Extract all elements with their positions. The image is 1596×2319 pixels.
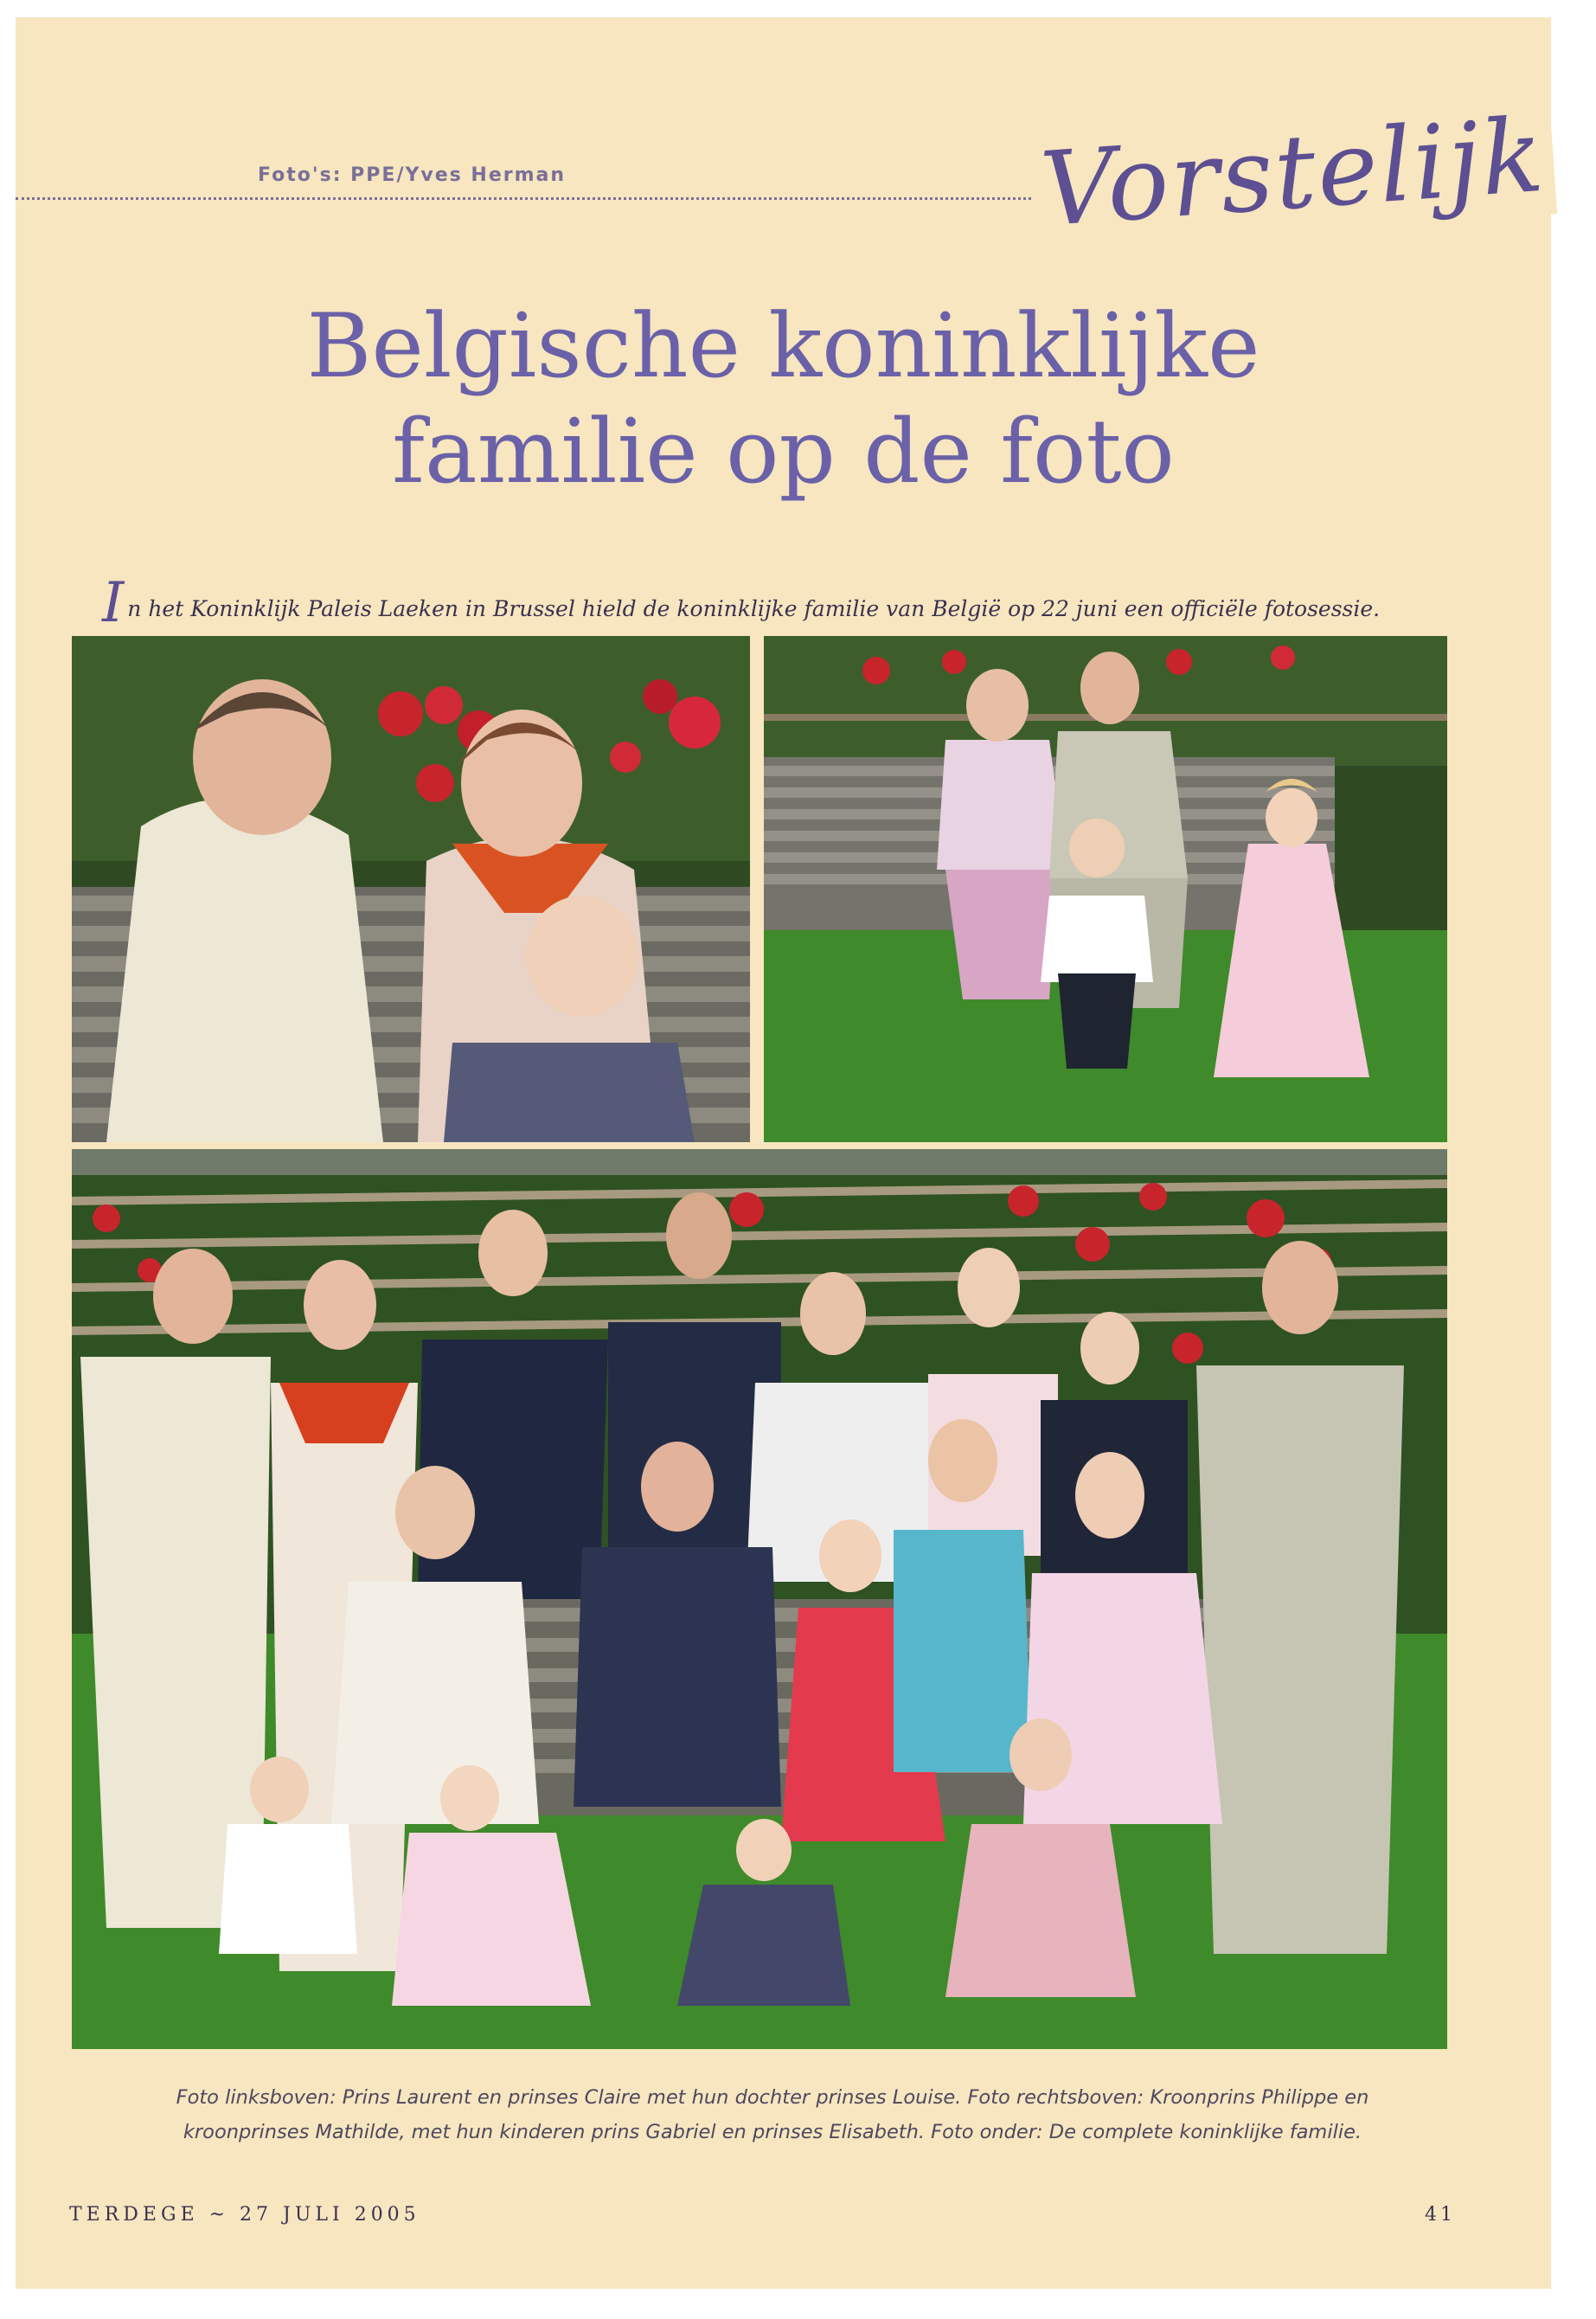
photo-laurent-claire-louise xyxy=(72,636,750,1142)
article-title-line-1: Belgische koninklijke xyxy=(306,295,1260,398)
magazine-page xyxy=(16,17,1551,2289)
intro-dropcap: I xyxy=(102,571,125,635)
footer-page-number: 41 xyxy=(1425,2204,1456,2226)
intro-text: n het Koninklijk Paleis Laeken in Brussel hield de koninklijke familie van België op 22 juni een officiële fotosessie. xyxy=(127,596,1381,621)
caption-line-2: kroonprinses Mathilde, met hun kinderen prins Gabriel en prinses Elisabeth. Foto onder: De complete koninklijke familie. xyxy=(183,2121,1362,2143)
photo-caption xyxy=(93,2080,1452,2149)
article-title-line-2: familie op de foto xyxy=(392,401,1175,504)
photo-philippe-mathilde-children xyxy=(764,636,1447,1142)
footer-magazine-date: TERDEGE ~ 27 JULI 2005 xyxy=(69,2204,420,2226)
article-title xyxy=(16,294,1551,505)
photo-complete-royal-family xyxy=(72,1149,1447,2049)
article-intro xyxy=(102,571,1521,635)
section-title-vorstelijk: Vorstelijk xyxy=(1029,94,1557,250)
photo-credit: Foto's: PPE/Yves Herman xyxy=(258,164,567,186)
caption-line-1: Foto linksboven: Prins Laurent en prinses Claire met hun dochter prinses Louise. Foto rechtsboven: Kroonprins Philippe en xyxy=(176,2086,1369,2109)
